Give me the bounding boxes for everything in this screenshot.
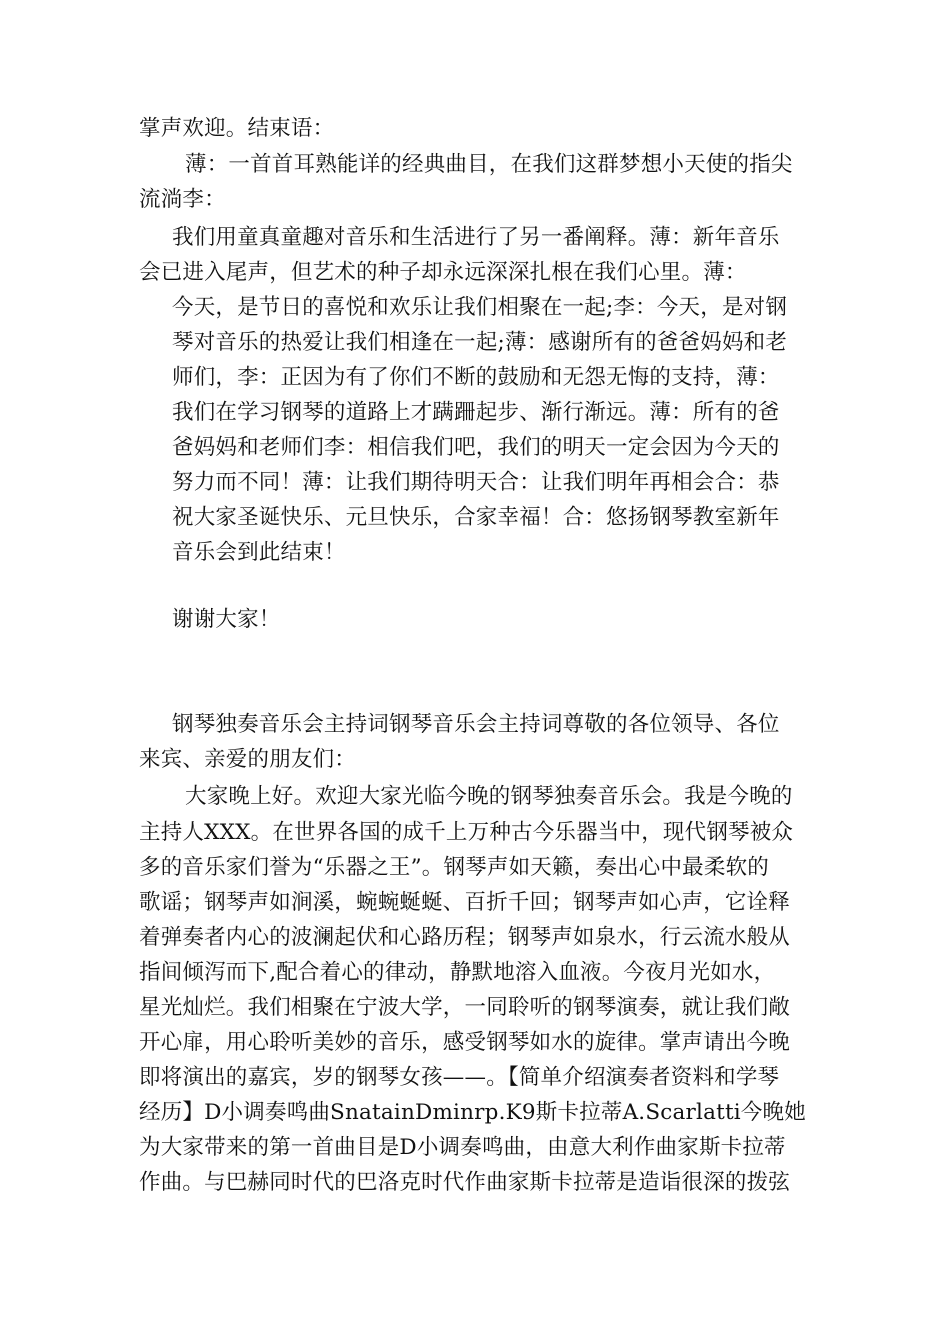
text-line: 作曲。与巴赫同时代的巴洛克时代作曲家斯卡拉蒂是造诣很深的拨弦 [139, 1170, 791, 1195]
text-line: 今天，是节日的喜悦和欢乐让我们相聚在一起;李：今天，是对钢 [172, 295, 788, 320]
text-line: 祝大家圣诞快乐、元旦快乐，合家幸福！合：悠扬钢琴教室新年 [172, 505, 780, 530]
text-line: 流淌李： [139, 187, 226, 212]
text-line: 开心扉，用心聆听美妙的音乐，感受钢琴如水的旋律。掌声请出今晚 [139, 1030, 791, 1055]
text-line: 会已进入尾声，但艺术的种子却永远深深扎根在我们心里。薄： [139, 260, 747, 285]
text-line: 主持人XXX。在世界各国的成千上万种古今乐器当中，现代钢琴被众 [139, 820, 794, 845]
text-line: 薄：一首首耳熟能详的经典曲目，在我们这群梦想小天使的指尖 [185, 152, 793, 177]
text-line: 我们在学习钢琴的道路上才蹒跚起步、渐行渐远。薄：所有的爸 [172, 400, 780, 425]
text-line: 音乐会到此结束！ [172, 540, 346, 565]
text-line: 我们用童真童趣对音乐和生活进行了另一番阐释。薄：新年音乐 [172, 225, 780, 250]
text-line: 来宾、亲爱的朋友们： [139, 747, 357, 772]
text-line: 星光灿烂。我们相聚在宁波大学，一同聆听的钢琴演奏，就让我们敞 [139, 995, 791, 1020]
text-line: 为大家带来的第一首曲目是D小调奏鸣曲，由意大利作曲家斯卡拉蒂 [139, 1135, 786, 1160]
text-line: 多的音乐家们誉为“乐器之王”。钢琴声如天籁，奏出心中最柔软的 [139, 855, 769, 880]
text-line: 经历】D小调奏鸣曲SnatainDminrp.K9斯卡拉蒂A.Scarlatti今晚她 [139, 1100, 806, 1125]
text-line: 即将演出的嘉宾，岁的钢琴女孩——。【简单介绍演奏者资料和学琴 [139, 1065, 780, 1090]
text-line: 爸妈妈和老师们李：相信我们吧，我们的明天一定会因为今天的 [172, 435, 780, 460]
text-line: 大家晚上好。欢迎大家光临今晚的钢琴独奏音乐会。我是今晚的 [185, 784, 793, 809]
text-line: 掌声欢迎。结束语： [139, 116, 335, 141]
text-line: 歌谣；钢琴声如涧溪，蜿蜿蜒蜒、百折千回；钢琴声如心声，它诠释 [139, 890, 791, 915]
text-line: 指间倾泻而下,配合着心的律动，静默地溶入血液。今夜月光如水， [139, 960, 776, 985]
text-line: 琴对音乐的热爱让我们相逢在一起;薄：感谢所有的爸爸妈妈和老 [172, 330, 788, 355]
text-line: 钢琴独奏音乐会主持词钢琴音乐会主持词尊敬的各位领导、各位 [172, 712, 780, 737]
text-line: 师们，李：正因为有了你们不断的鼓励和无怨无悔的支持，薄： [172, 365, 780, 390]
text-line: 努力而不同！薄：让我们期待明天合：让我们明年再相会合：恭 [172, 470, 780, 495]
text-line: 谢谢大家！ [172, 607, 281, 632]
text-line: 着弹奏者内心的波澜起伏和心路历程；钢琴声如泉水，行云流水般从 [139, 925, 791, 950]
